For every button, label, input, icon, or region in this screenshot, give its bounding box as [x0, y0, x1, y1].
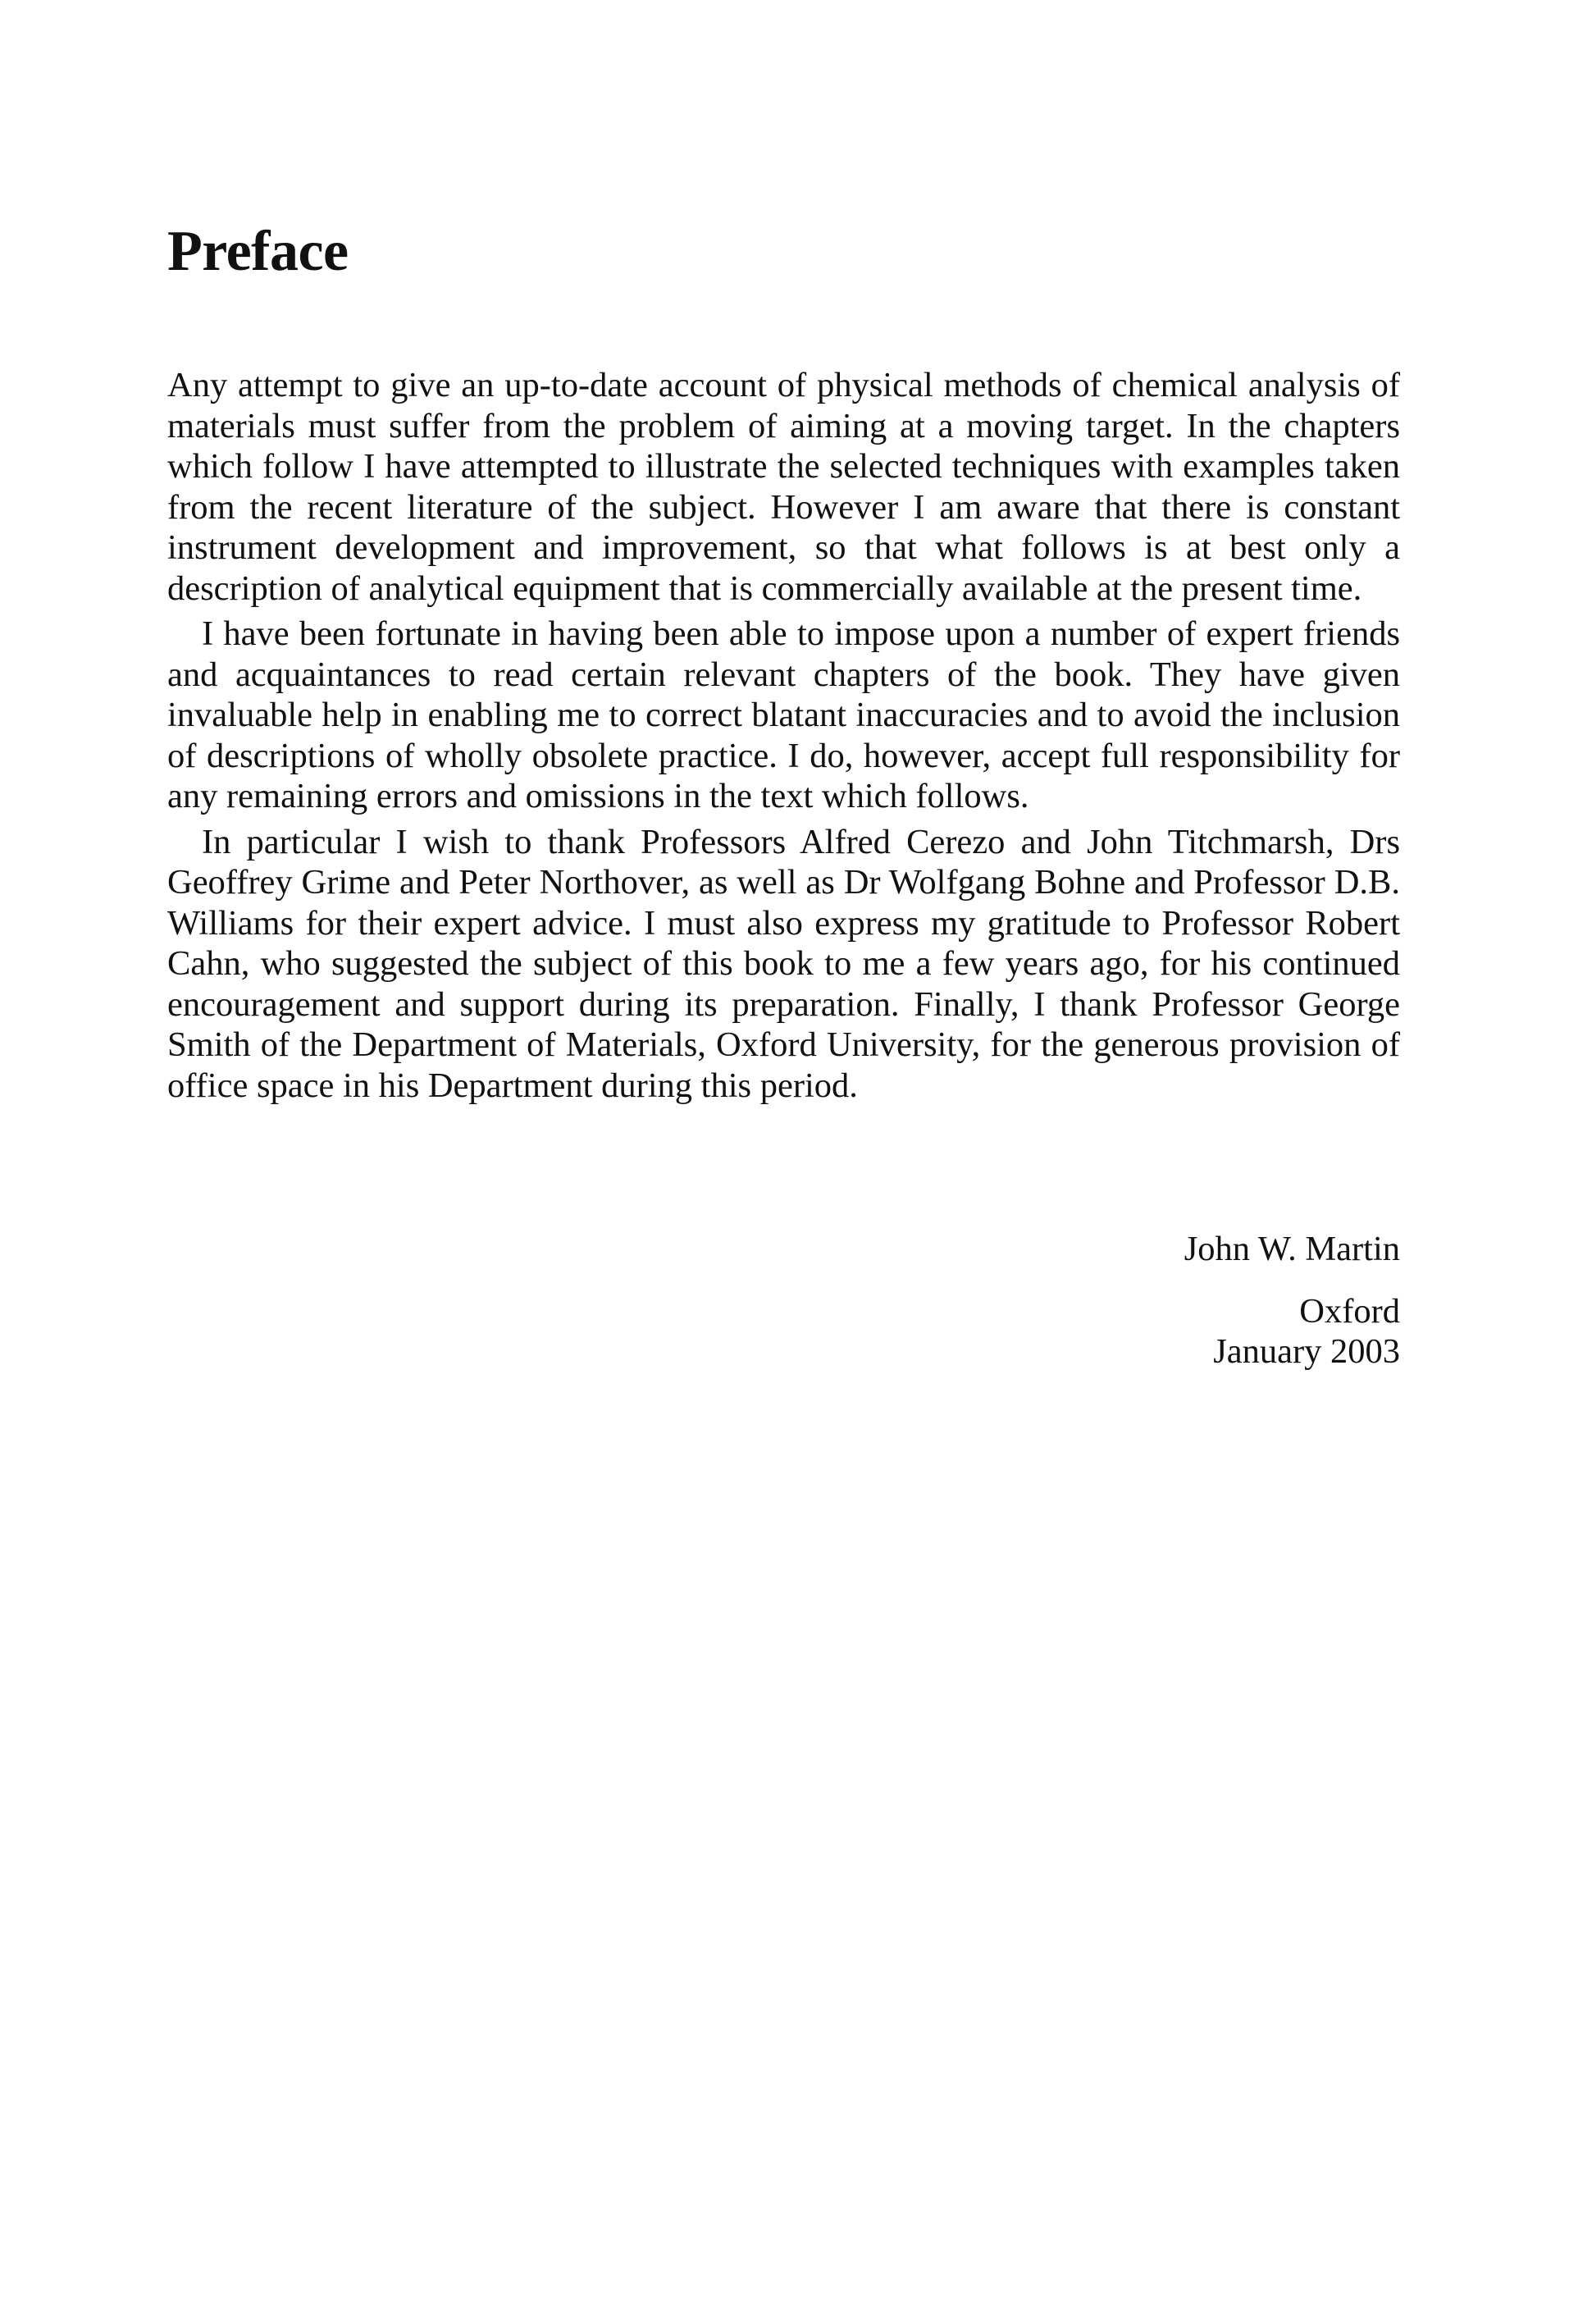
paragraph-3: In particular I wish to thank Professors Alfred Cerezo and John Titchmarsh, Drs Geoffrey Grime and Peter Northover, as well as Dr Wolfgang Bohne and Professor D.B. Williams for their expert advice. I must also express my gratitude to Professor Robert Cahn, who suggested the subject of this book to me a few years ago, for his continued encouragement and support during its preparation. Finally, I thank Professor George Smith of the Department of Materials, Oxford University, for the generous provision of office space in his Department during this period.	[167, 822, 1400, 1105]
author-name: John W. Martin	[1184, 1230, 1400, 1268]
preface-body	[167, 365, 1400, 1106]
signature-place: Oxford	[1299, 1291, 1400, 1331]
page-title: Preface	[167, 220, 349, 283]
signature-date: January 2003	[1213, 1332, 1400, 1371]
paragraph-1: Any attempt to give an up-to-date account of physical methods of chemical analysis of materials must suffer from the problem of aiming at a moving target. In the chapters which follow I have attempted to illustrate the selected techniques with examples taken from the recent literature of the subject. However I am aware that there is constant instrument development and improvement, so that what follows is at best only a description of analytical equipment that is commercially available at the present time.	[167, 366, 1400, 608]
signature-block	[1184, 1229, 1400, 1372]
paragraph-2: I have been fortunate in having been able to impose upon a number of expert friends and acquaintances to read certain relevant chapters of the book. They have given invaluable help in enabling me to correct blatant inaccuracies and to avoid the inclusion of descriptions of wholly obsolete practice. I do, however, accept full responsibility for any remaining errors and omissions in the text which follows.	[167, 614, 1400, 815]
